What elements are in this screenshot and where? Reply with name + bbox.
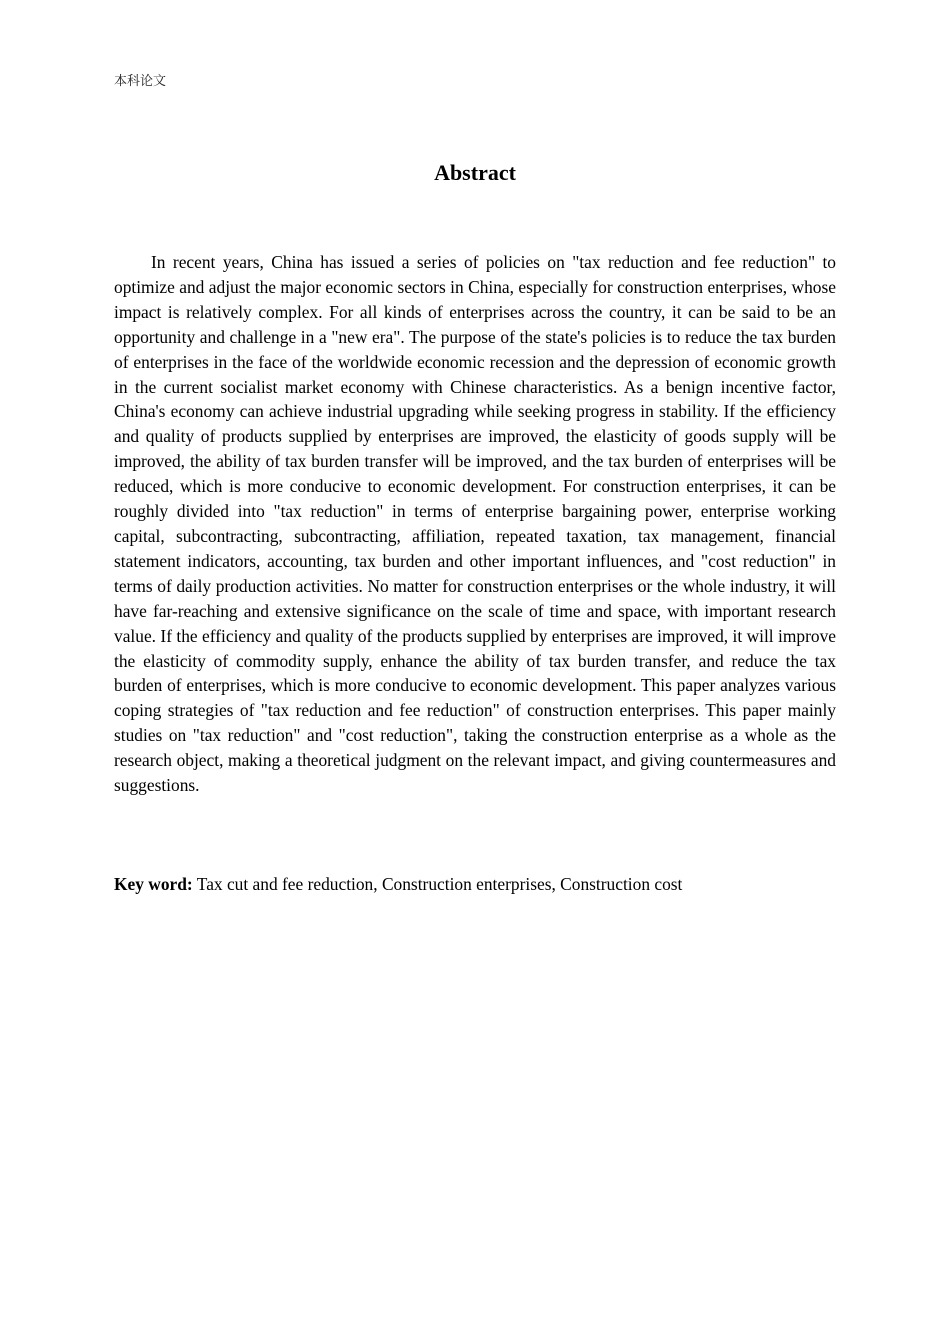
- keywords-text: Tax cut and fee reduction, Construction enterprises, Construction cost: [196, 874, 683, 894]
- abstract-title: Abstract: [434, 160, 516, 185]
- running-header: 本科论文: [114, 74, 167, 89]
- keywords-line: [114, 872, 836, 897]
- keywords-label: Key word:: [114, 874, 193, 894]
- abstract-body: In recent years, China has issued a series of policies on "tax reduction and fee reduction" to optimize and adjust the major economic sectors in China, especially for construction enterprises, whose impact is relatively complex. For all kinds of enterprises across the country, it can be said to be an opportunity and challenge in a "new era". The purpose of the state's policies is to reduce the tax burden of enterprises in the face of the worldwide economic recession and the depression of economic growth in the current socialist market economy with Chinese characteristics. As a benign incentive factor, China's economy can achieve industrial upgrading while seeking progress in stability. If the efficiency and quality of products supplied by enterprises are improved, the elasticity of goods supply will be improved, the ability of tax burden transfer will be improved, and the tax burden of enterprises will be reduced, which is more conducive to economic development. For construction enterprises, it can be roughly divided into "tax reduction" in terms of enterprise bargaining power, enterprise working capital, subcontracting, subcontracting, affiliation, repeated taxation, tax management, financial statement indicators, accounting, tax burden and other important influences, and "cost reduction" in terms of daily production activities. No matter for construction enterprises or the whole industry, it will have far-reaching and extensive significance on the scale of time and space, with important research value. If the efficiency and quality of the products supplied by enterprises are improved, it will improve the elasticity of commodity supply, enhance the ability of tax burden transfer, and reduce the tax burden of enterprises, which is more conducive to economic development. This paper analyzes various coping strategies of "tax reduction and fee reduction" of construction enterprises. This paper mainly studies on "tax reduction" and "cost reduction", taking the construction enterprise as a whole as the research object, making a theoretical judgment on the relevant impact, and giving countermeasures and suggestions.: [114, 252, 836, 796]
